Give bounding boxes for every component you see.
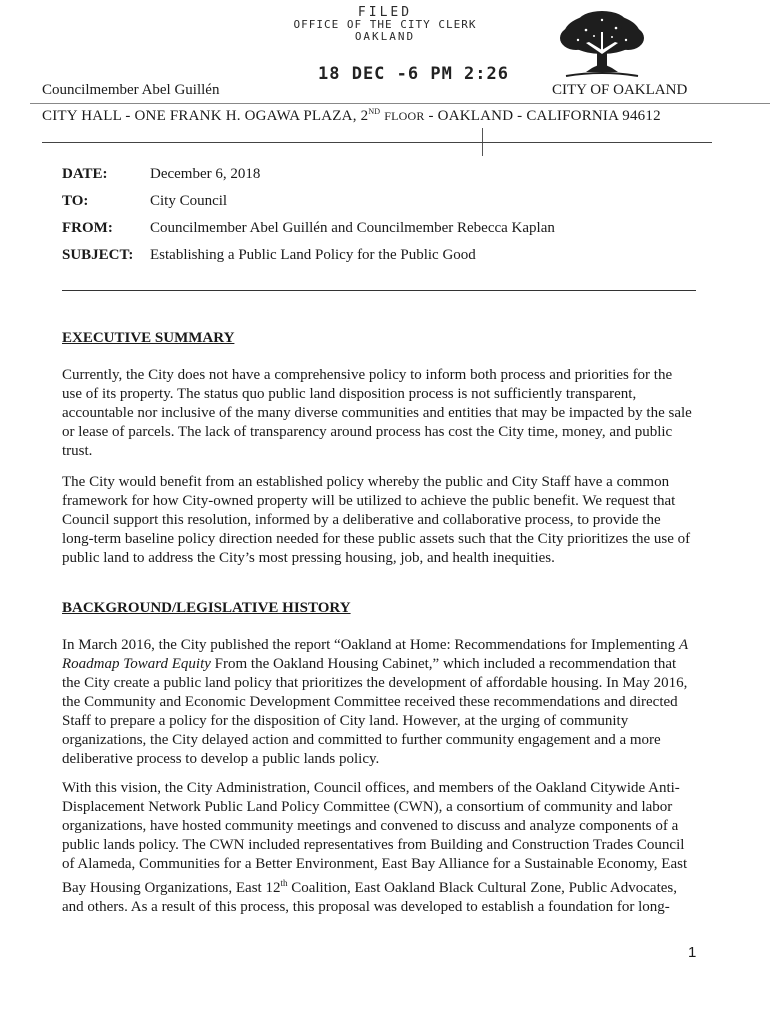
text-line: Currently, the City does not have a comprehensive policy to inform both process and priorities for the bbox=[62, 367, 673, 383]
text-line: public lands policy. The CWN included representatives from Building and Construction Trades Council bbox=[62, 837, 685, 853]
text-line: public land to address the City’s most pressing housing, job, and health inequities. bbox=[62, 550, 555, 566]
memo-label: FROM: bbox=[62, 220, 113, 236]
memo-label: SUBJECT: bbox=[62, 247, 134, 263]
stamp-filed: FILED bbox=[357, 5, 413, 20]
header-rule bbox=[30, 103, 770, 104]
text-line: framework for how City-owned property will be utilized to achieve the public benefit. We request that bbox=[62, 493, 676, 509]
text-line: of Alameda, Communities for a Better Environment, East Bay Alliance for a Sustainable Economy, East bbox=[62, 856, 688, 872]
filed-stamp bbox=[270, 6, 500, 43]
text-line: and others. As a result of this process, this proposal was developed to establish a foundation for long- bbox=[62, 899, 670, 915]
background-paragraph-2 bbox=[62, 779, 702, 917]
page-number: 1 bbox=[688, 944, 697, 961]
text-line: With this vision, the City Administration, Council offices, and members of the Oakland Citywide Anti- bbox=[62, 780, 680, 796]
background-paragraph-1 bbox=[62, 636, 702, 769]
address-floor: FLOOR bbox=[384, 109, 425, 123]
address-sup: ND bbox=[368, 107, 381, 116]
text-line: deliberative process to develop a public lands policy. bbox=[62, 751, 380, 767]
text-line bbox=[62, 636, 702, 655]
text-line: or lease of parcels. The lack of transparency around process has cost the City time, money, and public bbox=[62, 424, 673, 440]
text-line: The City would benefit from an established policy whereby the public and City Staff have a common bbox=[62, 474, 670, 490]
report-title-emphasis: A bbox=[678, 637, 689, 653]
text-line: Council support this resolution, informed by a deliberative and collaborative process, to provide the bbox=[62, 512, 661, 528]
memo-value: Councilmember Abel Guillén and Councilmember Rebecca Kaplan bbox=[150, 220, 555, 236]
oak-tree-logo-icon bbox=[556, 10, 648, 80]
address-prefix: CITY HALL - ONE FRANK H. OGAWA PLAZA, 2 bbox=[42, 108, 369, 124]
city-name: CITY OF OAKLAND bbox=[552, 82, 688, 98]
text-line: use of its property. The status quo public land disposition process is not sufficiently transparent, bbox=[62, 386, 637, 402]
stamp-office: OFFICE OF THE CITY CLERK bbox=[293, 18, 477, 31]
city-hall-address bbox=[42, 107, 661, 125]
executive-summary-paragraph-1 bbox=[62, 366, 702, 461]
text-run: Coalition, East Oakland Black Cultural Zone, Public Advocates, bbox=[287, 880, 677, 896]
text-run: In March 2016, the City published the report “Oakland at Home: Recommendations for Implementing bbox=[62, 637, 679, 653]
memo-value: December 6, 2018 bbox=[150, 166, 261, 182]
text-line: organizations, the City delayed action and committed to further community engagement and a more bbox=[62, 732, 661, 748]
memo-label: DATE: bbox=[62, 166, 108, 182]
address-suffix: - OAKLAND - CALIFORNIA 94612 bbox=[428, 108, 661, 124]
text-run: Bay Housing Organizations, East 12 bbox=[62, 880, 281, 896]
stamp-city: OAKLAND bbox=[354, 30, 416, 43]
executive-summary-heading: EXECUTIVE SUMMARY bbox=[62, 330, 235, 346]
text-run: From the Oakland Housing Cabinet,” which included a recommendation that bbox=[210, 656, 677, 672]
memo-value: Establishing a Public Land Policy for the Public Good bbox=[150, 247, 476, 263]
text-line bbox=[62, 655, 702, 674]
ordinal-suffix: th bbox=[280, 878, 288, 888]
address-rule bbox=[42, 142, 712, 143]
memo-label: TO: bbox=[62, 193, 89, 209]
text-line: Staff to prepare a policy for the disposition of City land. However, at the urging of community bbox=[62, 713, 629, 729]
text-line bbox=[62, 874, 702, 898]
councilmember-name: Councilmember Abel Guillén bbox=[42, 82, 220, 98]
text-line: Displacement Network Public Land Policy Committee (CWN), a consortium of community and labor bbox=[62, 799, 673, 815]
report-title-emphasis: Roadmap Toward Equity bbox=[62, 656, 211, 672]
stamp-datetime: 18 DEC -6 PM 2:26 bbox=[318, 64, 509, 84]
executive-summary-paragraph-2 bbox=[62, 473, 702, 568]
text-line: accountable nor inclusive of the many diverse communities and entities that may be impacted by the sale bbox=[62, 405, 692, 421]
text-line: the City create a public land policy that prioritizes the development of affordable housing. In May 2016, bbox=[62, 675, 688, 691]
memo-rule bbox=[62, 290, 696, 291]
text-line: the Community and Economic Development Committee received these recommendations and directed bbox=[62, 694, 678, 710]
text-line: long-term baseline policy direction needed for these public assets such that the City prioritizes the use of bbox=[62, 531, 691, 547]
memo-value: City Council bbox=[150, 193, 228, 209]
text-line: trust. bbox=[62, 443, 93, 459]
text-line: organizations, have hosted community meetings and convened to discuss and analyze components of a bbox=[62, 818, 679, 834]
background-heading: BACKGROUND/LEGISLATIVE HISTORY bbox=[62, 600, 351, 616]
